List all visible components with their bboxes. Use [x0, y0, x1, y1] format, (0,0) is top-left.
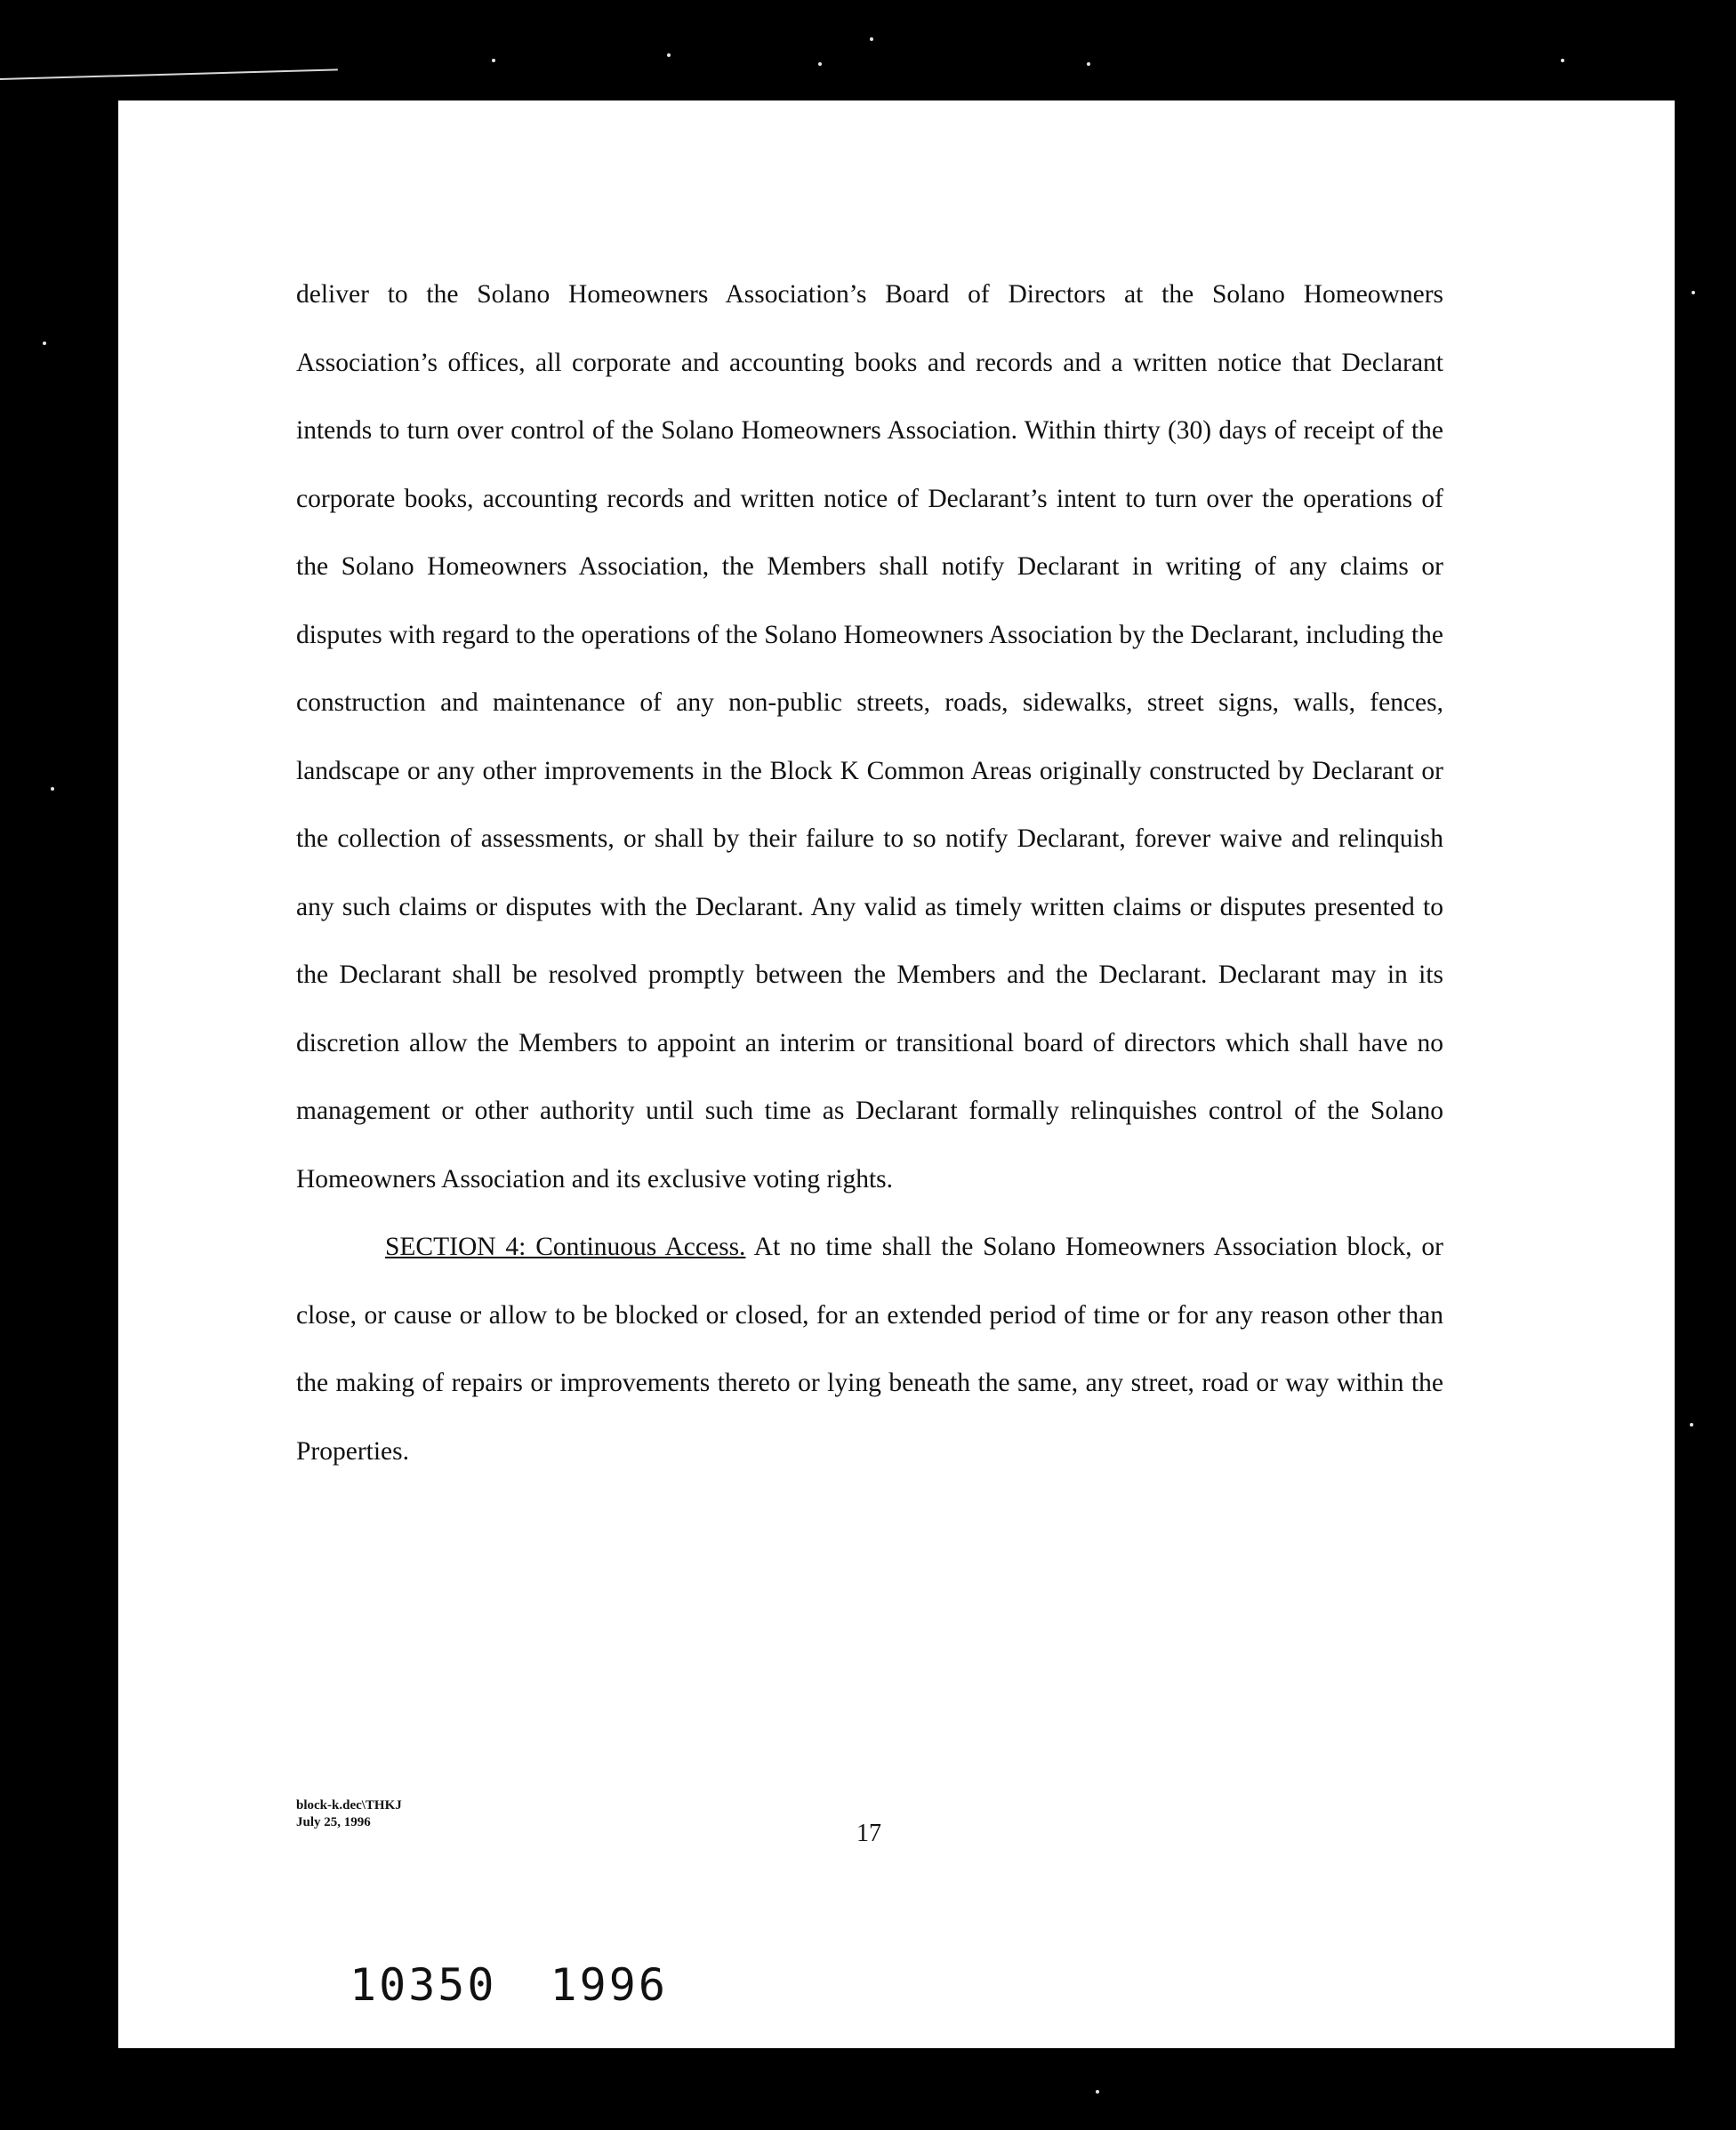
scan-speck [870, 37, 873, 41]
scan-edge-line [0, 68, 338, 80]
stamp-number: 10350 [350, 1959, 497, 2011]
scan-speck [667, 53, 671, 57]
section-4-paragraph [296, 1213, 1443, 1485]
page-number: 17 [856, 1820, 881, 1847]
footer-file-info [296, 1797, 402, 1831]
scan-speck [1561, 59, 1564, 62]
document-page [118, 100, 1675, 2048]
recording-stamp [350, 1959, 668, 2011]
scan-speck [1690, 1423, 1693, 1427]
footer-date: July 25, 1996 [296, 1815, 371, 1829]
scan-speck [43, 342, 46, 345]
document-body [296, 261, 1443, 1485]
stamp-year: 1996 [550, 1959, 668, 2011]
scan-speck [1087, 62, 1090, 66]
scan-speck [1096, 2090, 1099, 2094]
scan-speck [818, 62, 822, 66]
scan-speck [492, 59, 495, 62]
section-4-text: At no time shall the Solano Homeowners Association block, or close, or cause or allow to be blocked or closed, for an extended period of time or for any reason other than the making of repairs or improvements thereto or lying beneath the same, any street, road or way within the Properties. [296, 1233, 1444, 1466]
footer-file-ref: block-k.dec\THKJ [296, 1798, 402, 1813]
section-4-heading: SECTION 4: Continuous Access. [385, 1233, 746, 1261]
scan-speck [1692, 291, 1695, 294]
scan-speck [51, 787, 54, 791]
body-paragraph: deliver to the Solano Homeowners Association’s Board of Directors at the Solano Homeowners Association’s offices, all corporate and accounting books and records and a written notice that Declarant intends to turn over control of the Solano Homeowners Association. Within thirty (30) days of receipt of the corporate books, accounting records and written notice of Declarant’s intent to turn over the operations of the Solano Homeowners Association, the Members shall notify Declarant in writing of any claims or disputes with regard to the operations of the Solano Homeowners Association by the Declarant, including the construction and maintenance of any non-public streets, roads, sidewalks, street signs, walls, fences, landscape or any other improvements in the Block K Common Areas originally constructed by Declarant or the collection of assessments, or shall by their failure to so notify Declarant, forever waive and relinquish any such claims or disputes with the Declarant. Any valid as timely written claims or disputes presented to the Declarant shall be resolved promptly between the Members and the Declarant. Declarant may in its discretion allow the Members to appoint an interim or transitional board of directors which shall have no management or other authority until such time as Declarant formally relinquishes control of the Solano Homeowners Association and its exclusive voting rights. [296, 280, 1443, 1194]
